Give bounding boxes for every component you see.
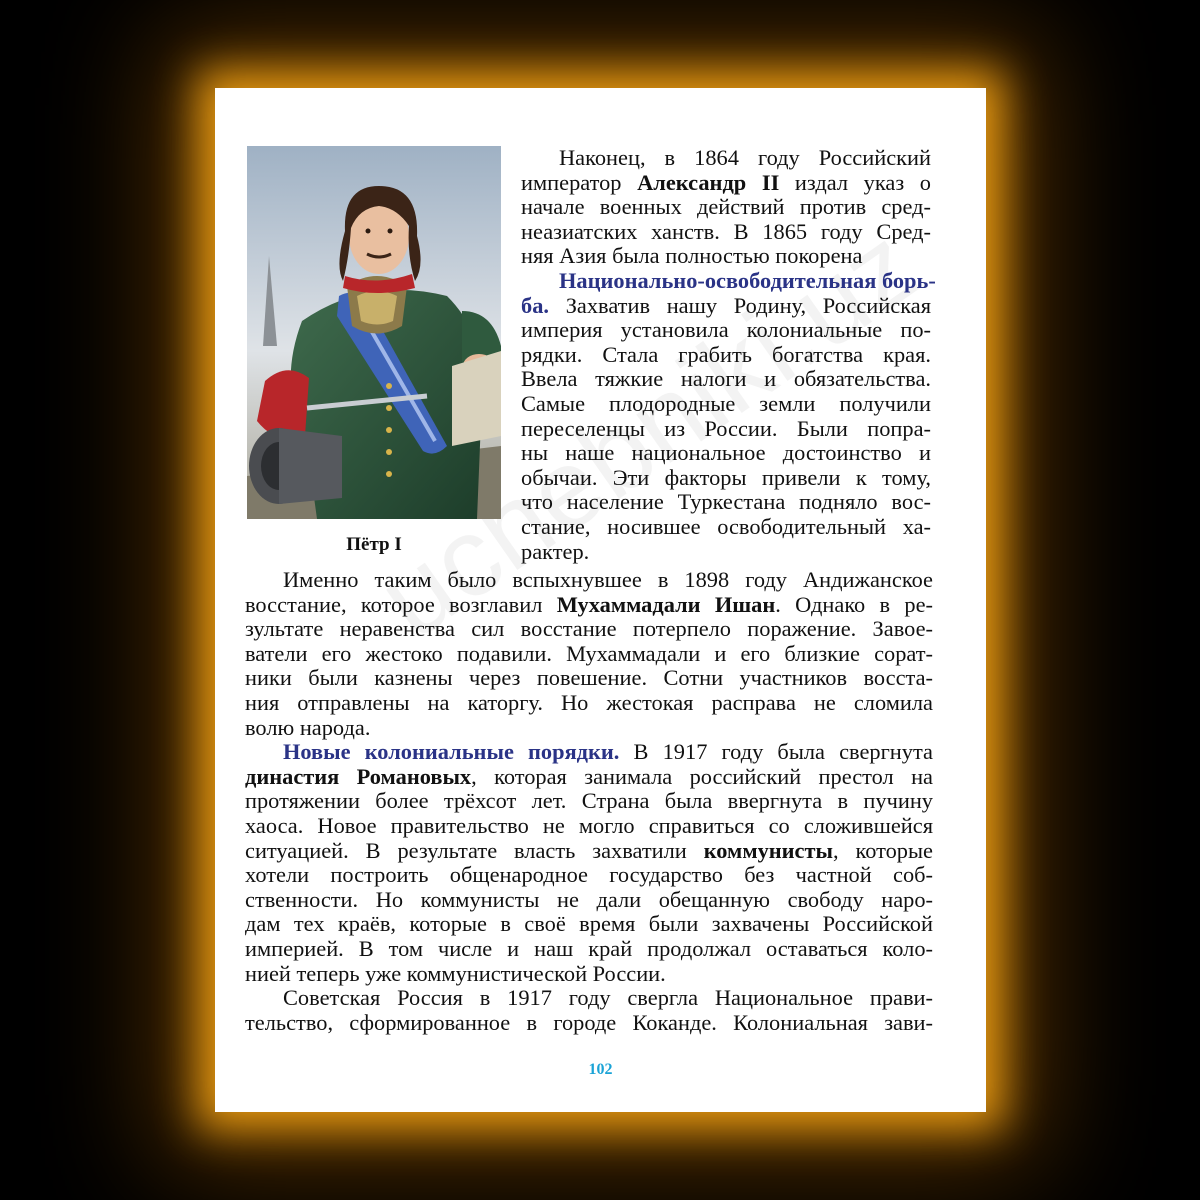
text-line: Наконец, в 1864 году Российский — [559, 145, 931, 170]
text-line: империей. В том числе и наш край продолжал оставаться коло- — [245, 935, 933, 961]
text-line: ситуацией. В результате власть захватили коммунисты, которые — [245, 837, 933, 863]
text-line: волю народа. — [245, 714, 371, 740]
section-heading: ба. — [521, 292, 549, 318]
text-line: восстание, которое возглавил Мухаммадали Ишан. Однако в ре- — [245, 591, 933, 617]
text-line: ники были казнены через повешение. Сотни участников восста- — [245, 665, 933, 691]
text-line: рядки. Стала грабить богатства края. — [521, 341, 931, 367]
text-line: империя установила колониальные по- — [521, 317, 931, 343]
text-line: что население Туркестана подняло вос- — [521, 489, 931, 515]
figure-caption: Пётр I — [346, 534, 402, 555]
text-line: император Александр II издал указ о — [521, 169, 932, 195]
text-line: хаоса. Новое правительство не могло справиться со сложившейся — [245, 812, 933, 838]
text-line: зультате неравенства сил восстание потерпело поражение. Завое- — [245, 616, 933, 642]
text-line: Советская Россия в 1917 году свергла Национальное прави- — [283, 985, 933, 1011]
textbook-page — [215, 88, 986, 1112]
bold-term: Александр II — [637, 169, 780, 195]
page-number: 102 — [588, 1061, 613, 1078]
text-line: обычаи. Эти факторы привели к тому, — [521, 464, 931, 490]
text-line: Самые плодородные земли получили — [521, 390, 931, 416]
section-heading: Новые колониальные порядки. — [283, 739, 620, 765]
text-line: протяжении более трёхсот лет. Страна была ввергнута в пучину — [245, 788, 933, 814]
portrait-illustration — [247, 146, 501, 519]
text-line: стание, носившее освободительный ха- — [521, 513, 931, 539]
portrait-peter-i — [247, 146, 501, 519]
text-line: начале военных действий против сред- — [521, 194, 931, 220]
bold-term: коммунисты — [703, 837, 833, 863]
bold-term: Мухаммадали Ишан — [556, 591, 776, 617]
text-line: династия Романовых, которая занимала российский престол на — [245, 763, 933, 789]
column-text — [521, 145, 936, 564]
text-line: дам тех краёв, которые в своё время были захвачены Российской — [245, 911, 933, 937]
text-line: ватели его жестоко подавили. Мухаммадали и его близкие сорат- — [245, 640, 933, 666]
text-line: ны наше национальное достоинство и — [521, 440, 931, 466]
text-line: ба. Захватив нашу Родину, Российская — [521, 292, 931, 318]
text-line: хотели построить общенародное государство без частной соб- — [245, 862, 933, 888]
text-line: Именно таким было вспыхнувшее в 1898 году Андижанское — [283, 567, 933, 592]
text-line: нией теперь уже коммунистической России. — [245, 960, 666, 986]
bold-term: династия Романовых — [245, 763, 472, 789]
section-heading: Национально-освободительная борь- — [559, 267, 936, 293]
text-line: ния отправлены на каторгу. Но жестокая расправа не сломила — [245, 689, 933, 715]
text-line: няя Азия была полностью покорена — [521, 243, 863, 269]
text-line: Ввела тяжкие налоги и обязательства. — [521, 366, 931, 392]
text-line: переселенцы из России. Были попра- — [521, 415, 931, 441]
text-line: неазиатских ханств. В 1865 году Сред- — [521, 218, 931, 244]
text-line: тельство, сформированное в городе Коканде. Колониальная зави- — [245, 1009, 933, 1035]
body-text — [245, 568, 933, 1035]
text-line: Новые колониальные порядки. В 1917 году была свергнута — [283, 739, 933, 765]
text-line: ственности. Но коммунисты не дали обещанную свободу наро- — [245, 886, 933, 912]
text-line: рактер. — [521, 538, 590, 564]
text-line — [521, 267, 936, 294]
